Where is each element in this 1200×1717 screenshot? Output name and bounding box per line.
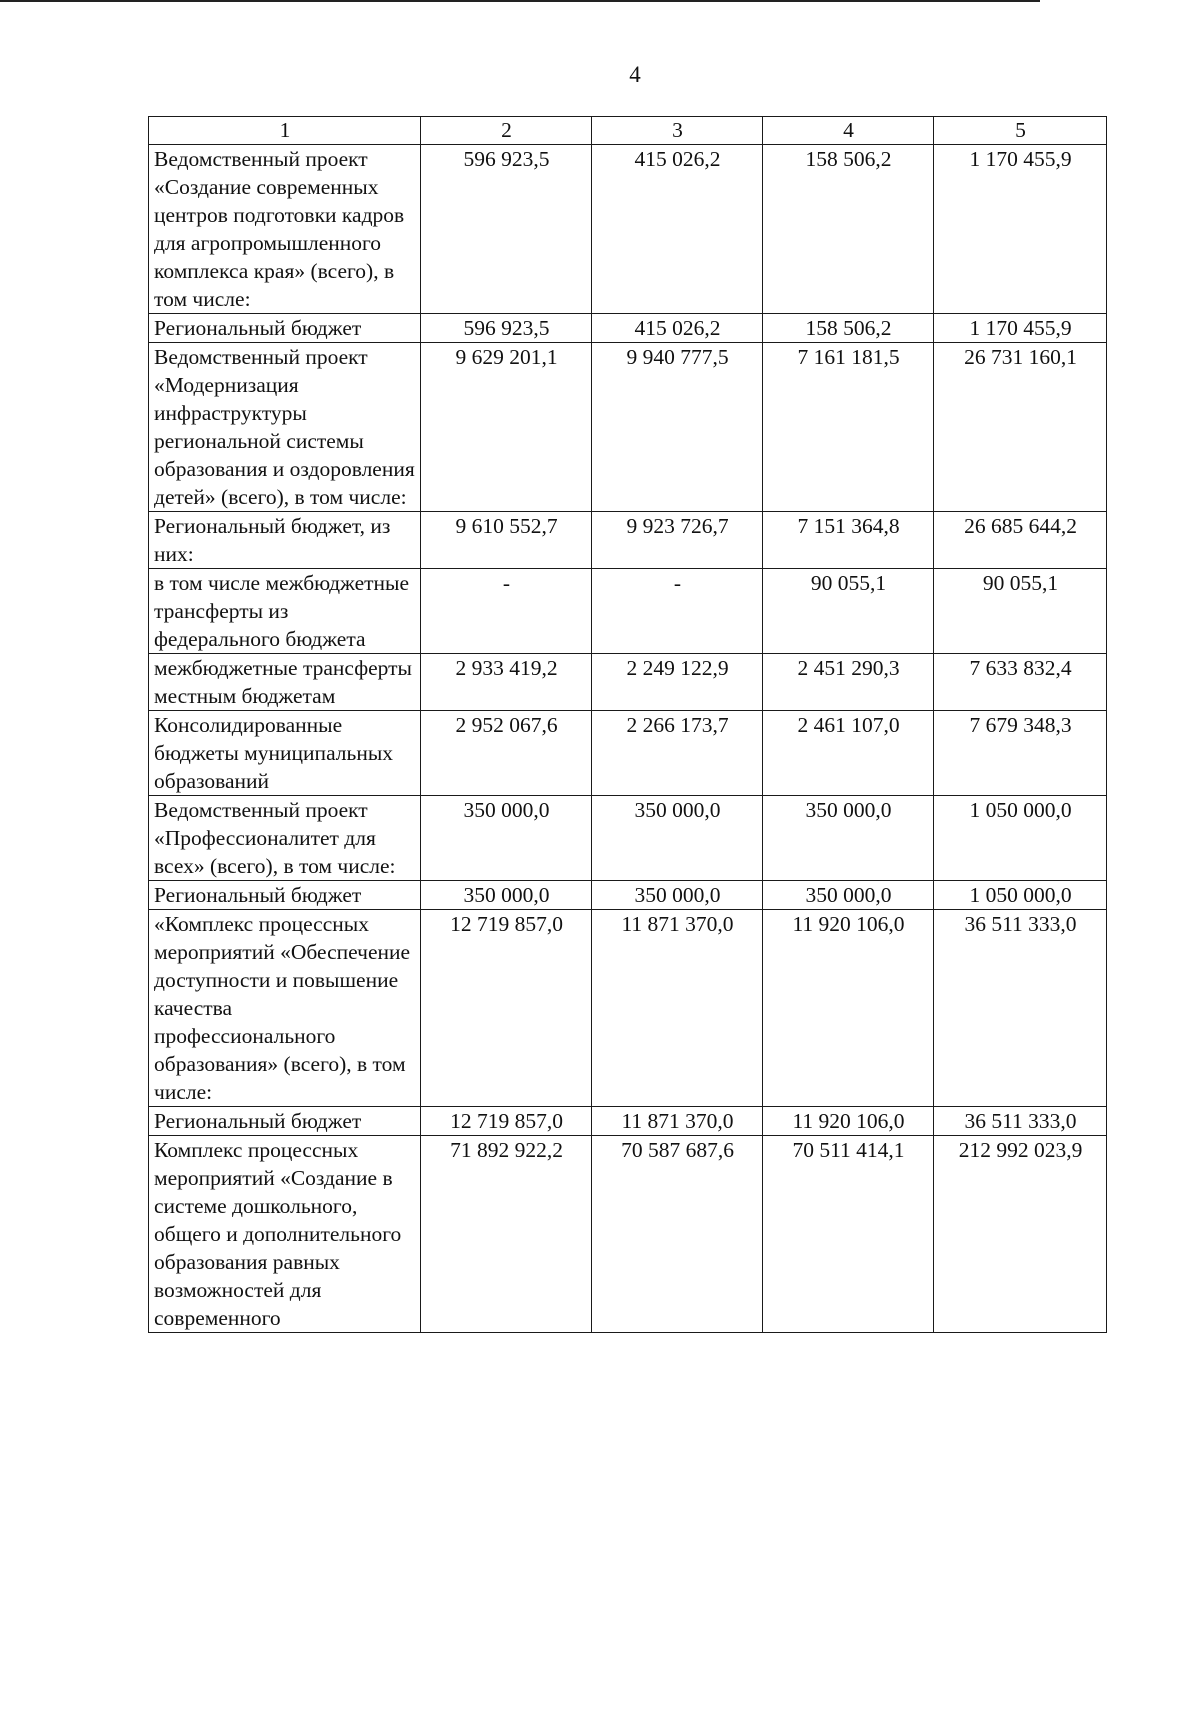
row-value: 158 506,2 [763,145,934,314]
row-label: Ведомственный проект «Модернизация инфраструктуры региональной системы образования и оздоровления детей» (всего), в том числе: [149,343,421,512]
table-row [149,1136,1107,1333]
row-value: 350 000,0 [763,881,934,910]
row-value: 415 026,2 [592,145,763,314]
row-value: 350 000,0 [421,881,592,910]
row-label: «Комплекс процессных мероприятий «Обеспечение доступности и повышение качества профессионального образования» (всего), в том числе: [149,910,421,1107]
row-value: 1 050 000,0 [934,796,1107,881]
row-label: Консолидированные бюджеты муниципальных образований [149,711,421,796]
row-value: 7 679 348,3 [934,711,1107,796]
top-rule [0,0,1040,2]
table-row [149,881,1107,910]
row-value: 350 000,0 [421,796,592,881]
column-header-4: 4 [763,117,934,145]
row-value: 11 920 106,0 [763,910,934,1107]
column-header-5: 5 [934,117,1107,145]
column-header-2: 2 [421,117,592,145]
row-value: 2 451 290,3 [763,654,934,711]
table-header-row [149,117,1107,145]
row-value: 596 923,5 [421,145,592,314]
row-label: Региональный бюджет, из них: [149,512,421,569]
row-value: 9 610 552,7 [421,512,592,569]
row-label: Региональный бюджет [149,881,421,910]
row-value: 12 719 857,0 [421,1107,592,1136]
row-label: межбюджетные трансферты местным бюджетам [149,654,421,711]
table-row [149,145,1107,314]
row-value: 1 050 000,0 [934,881,1107,910]
row-value: 9 923 726,7 [592,512,763,569]
row-value: - [421,569,592,654]
row-value: 2 266 173,7 [592,711,763,796]
table-row [149,512,1107,569]
row-value: 70 587 687,6 [592,1136,763,1333]
row-value: 90 055,1 [934,569,1107,654]
row-label: Ведомственный проект «Создание современных центров подготовки кадров для агропромышленного комплекса края» (всего), в том числе: [149,145,421,314]
row-value: 2 461 107,0 [763,711,934,796]
row-value: 7 151 364,8 [763,512,934,569]
row-value: 596 923,5 [421,314,592,343]
column-header-3: 3 [592,117,763,145]
table-row [149,910,1107,1107]
row-value: 350 000,0 [592,796,763,881]
row-value: 350 000,0 [763,796,934,881]
row-value: 11 871 370,0 [592,910,763,1107]
column-header-1: 1 [149,117,421,145]
row-value: 7 633 832,4 [934,654,1107,711]
row-value: 1 170 455,9 [934,314,1107,343]
row-label: Комплекс процессных мероприятий «Создание в системе дошкольного, общего и дополнительного образования равных возможностей для современного [149,1136,421,1333]
row-value: 36 511 333,0 [934,910,1107,1107]
row-value: 212 992 023,9 [934,1136,1107,1333]
row-value: 7 161 181,5 [763,343,934,512]
row-value: - [592,569,763,654]
row-value: 2 249 122,9 [592,654,763,711]
row-value: 11 871 370,0 [592,1107,763,1136]
row-value: 12 719 857,0 [421,910,592,1107]
row-value: 9 940 777,5 [592,343,763,512]
row-value: 1 170 455,9 [934,145,1107,314]
table-row [149,1107,1107,1136]
row-label: Региональный бюджет [149,314,421,343]
table-row [149,569,1107,654]
table-row [149,314,1107,343]
row-value: 11 920 106,0 [763,1107,934,1136]
row-label: Ведомственный проект «Профессионалитет для всех» (всего), в том числе: [149,796,421,881]
row-value: 415 026,2 [592,314,763,343]
row-value: 26 685 644,2 [934,512,1107,569]
row-label: Региональный бюджет [149,1107,421,1136]
row-label: в том числе межбюджетные трансферты из федерального бюджета [149,569,421,654]
row-value: 9 629 201,1 [421,343,592,512]
budget-table [148,116,1107,1333]
row-value: 350 000,0 [592,881,763,910]
table-row [149,654,1107,711]
row-value: 158 506,2 [763,314,934,343]
row-value: 2 933 419,2 [421,654,592,711]
table-row [149,343,1107,512]
row-value: 90 055,1 [763,569,934,654]
table-row [149,796,1107,881]
page-number: 4 [629,62,641,87]
row-value: 26 731 160,1 [934,343,1107,512]
table-row [149,711,1107,796]
row-value: 70 511 414,1 [763,1136,934,1333]
row-value: 36 511 333,0 [934,1107,1107,1136]
row-value: 2 952 067,6 [421,711,592,796]
row-value: 71 892 922,2 [421,1136,592,1333]
